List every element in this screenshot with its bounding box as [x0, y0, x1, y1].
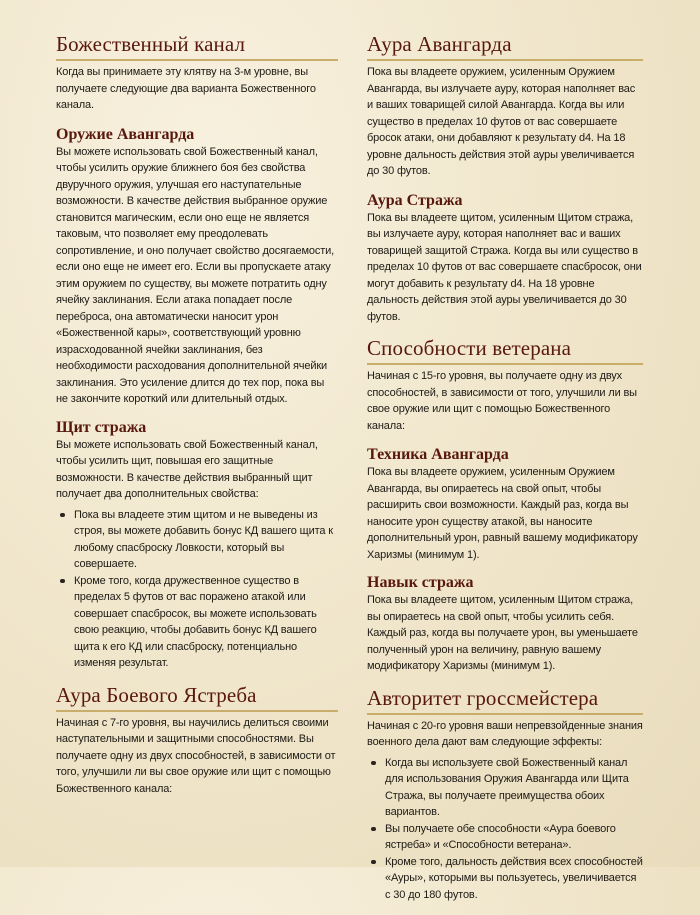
- bullet-icon: [60, 513, 65, 518]
- bullet-icon: [371, 860, 376, 865]
- section-vanguard-aura: [367, 32, 643, 180]
- list-item-text: Когда вы используете свой Божественный канал для использования Оружия Авангарда или Щита Стража, вы получаете преимущества обоих вариантов.: [385, 756, 629, 818]
- subsection-vanguard-weapon: [56, 126, 338, 408]
- guardian-skill-text: Пока вы владеете щитом, усиленным Щитом стража, вы опираетесь на свой опыт, чтобы усилить себя. Каждый раз, когда вы получаете урон, вы уменьшаете полученный урон на величину, равную вашему модификатору Харизмы (минимум 1).: [367, 594, 638, 672]
- subsection-vanguard-technique: [367, 446, 643, 563]
- subsection-title-guardian-skill: Навык стража: [367, 574, 474, 591]
- section-title-veteran-abilities: Способности ветерана: [367, 336, 643, 365]
- subsection-title-guardian-shield: Щит стража: [56, 418, 147, 436]
- subsection-title-vanguard-weapon: Оружие Авангарда: [56, 125, 195, 143]
- veteran-abilities-text: Начиная с 15-го уровня, вы получаете одну из двух способностей, в зависимости от того, улучшили ли вы свое оружие или щит с помощью Божественного канала:: [367, 370, 637, 432]
- section-channel-divinity: [56, 32, 338, 114]
- list-item-text: Кроме того, дальность действия всех способностей «Ауры», которыми вы пользуетесь, увеличивается с 30 до 180 футов.: [385, 855, 643, 901]
- section-title-battle-hawk-aura: Аура Боевого Ястреба: [56, 683, 338, 712]
- bullet-icon: [371, 761, 376, 766]
- subsection-guardian-shield: [56, 419, 338, 672]
- vanguard-technique-text: Пока вы владеете оружием, усиленным Оружием Авангарда, вы опираетесь на свой опыт, чтобы расширить свои возможности. Каждый раз, когда вы наносите урон существу атакой, вы наносите дополнительный урон, равный вашему модификатору Харизмы (минимум 1).: [367, 466, 638, 561]
- guardian-shield-text: Вы можете использовать свой Божественный канал, чтобы усилить щит, повышая его защитные возможности. В качестве действия выбранный щит получает два дополнительных свойства:: [56, 438, 318, 500]
- subsection-guardian-skill: [367, 574, 643, 675]
- section-battle-hawk-aura: [56, 683, 338, 798]
- list-item: [56, 507, 338, 573]
- subsection-guardian-aura: [367, 192, 643, 326]
- section-veteran-abilities: [367, 336, 643, 434]
- list-item: [367, 821, 643, 854]
- list-item: [56, 573, 338, 672]
- battle-hawk-aura-text: Начиная с 7-го уровня, вы научились делиться своими наступательными и защитными способностями. Вы получаете одну из двух способностей, в зависимости от того, улучшили ли вы свое оружие или щит с помощью Божественного канала:: [56, 716, 336, 795]
- list-item: [367, 755, 643, 821]
- section-title-grandmaster-authority: Авторитет гроссмейстера: [367, 686, 643, 715]
- guardian-aura-text: Пока вы владеете щитом, усиленным Щитом стража, вы излучаете ауру, которая наполняет вас и ваших товарищей защитой Стража. Когда вы или существо в пределах 10 футов от вас совершаете спасбросок, они могут добавить к результату d4. На 18 уровне дальность действия этой ауры увеличивается до 30 футов.: [367, 211, 642, 323]
- list-item-text: Вы получаете обе способности «Аура боевого ястреба» и «Способности ветерана».: [385, 822, 616, 851]
- channel-intro-text: Когда вы принимаете эту клятву на 3-м уровне, вы получаете следующие два варианта Божественного канала.: [56, 66, 316, 111]
- left-column: [56, 32, 338, 809]
- subsection-title-guardian-aura: Аура Стража: [367, 191, 463, 209]
- vanguard-weapon-text: Вы можете использовать свой Божественный канал, чтобы усилить оружие ближнего боя без свойства двуручного оружия, улучшая его наступательные возможности. В качестве действия выбранное оружие становится магическим, если оно еще не является таковым, что позволяет ему преодолевать сопротивление, и оно получает свойство досягаемости, если оно еще не имеет его. Если вы пропускаете атаку этим оружием по существу, вы можете потратить одну ячейку заклинания. Если атака попадает после переброса, она автоматически наносит урон «Божественной кары», соответствующий уровню израсходованной ячейки заклинания, без необходимости расходования дополнительной ячейки заклинания. Это усиление длится до тех пор, пока вы не закончите короткий или длительный отдых.: [56, 145, 334, 405]
- subsection-title-vanguard-technique: Техника Авангарда: [367, 446, 509, 463]
- list-item-text: Пока вы владеете этим щитом и не выведены из строя, вы можете добавить бонус КД вашего щита к любому спасброску Ловкости, который вы совершаете.: [74, 508, 333, 570]
- grandmaster-authority-text: Начиная с 20-го уровня ваши непревзойденные знания военного дела дают вам следующие эффекты:: [367, 719, 643, 748]
- list-item: [367, 854, 643, 904]
- bullet-icon: [60, 579, 65, 584]
- grandmaster-list: [367, 755, 643, 904]
- section-title-channel-divinity: Божественный канал: [56, 32, 338, 61]
- right-column: [367, 32, 643, 915]
- bullet-icon: [371, 827, 376, 832]
- section-title-vanguard-aura: Аура Авангарда: [367, 32, 643, 61]
- list-item-text: Кроме того, когда дружественное существо в пределах 5 футов от вас поражено атакой или совершает спасбросок, вы можете использовать свою реакцию, чтобы добавить бонус КД вашего щита к его КД или спасброску, потенциально изменяя результат.: [74, 574, 317, 669]
- guardian-shield-list: [56, 507, 338, 672]
- vanguard-aura-text: Пока вы владеете оружием, усиленным Оружием Авангарда, вы излучаете ауру, которая наполняет вас и ваших товарищей силой Авангарда. Когда вы или существо в пределах 10 футов от вас совершаете бросок атаки, они добавляют к результату d4. На 18 уровне дальность действия этой ауры увеличивается до 30 футов.: [367, 66, 636, 177]
- section-grandmaster-authority: [367, 686, 643, 904]
